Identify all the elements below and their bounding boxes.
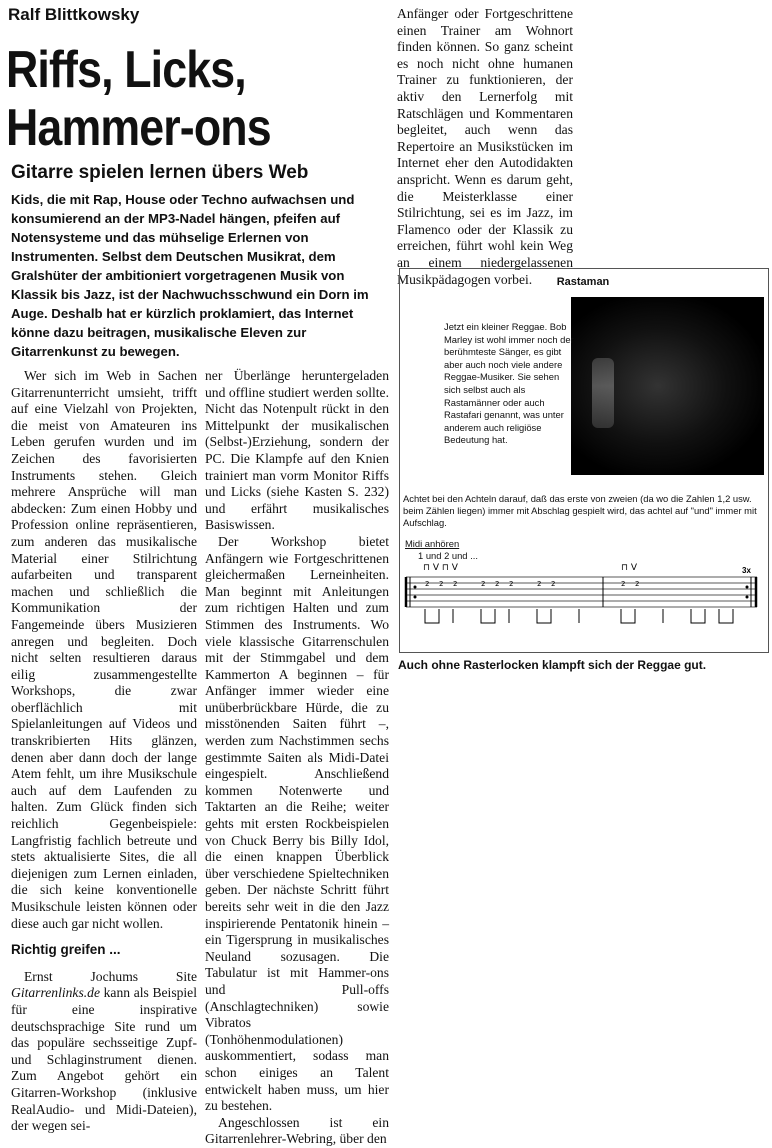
pick-direction-marks: ⊓ V ⊓ V [423, 563, 458, 573]
fret-number: 2 [635, 580, 640, 588]
column1-paragraph-2 [11, 969, 197, 1135]
photo-figure-icon [592, 358, 614, 428]
photo-caption: Jetzt ein kleiner Reggae. Bob Marley ist wohl immer noch der berühmteste Sänger, es gibt aber auch noch viele andere Reggae-Musiker. Sie sehen sich selbst auch als Rastamänner oder auch Rastafari genannt, was unter anderem auch religiöse Bedeutung hat. [444, 321, 574, 446]
counting-label: 1 und 2 und ... [418, 550, 478, 561]
fret-number: 2 [495, 580, 500, 588]
column2-paragraph-3: Angeschlossen ist ein Gitarrenlehrer-Webring, über den [205, 1114, 389, 1147]
rhythm-stems [425, 609, 733, 623]
fret-number: 2 [453, 580, 458, 588]
fret-number: 2 [425, 580, 430, 588]
pick-direction-marks: ⊓ V [621, 563, 638, 573]
headline-line-2: Hammer-ons [6, 99, 271, 157]
article-column-1 [11, 368, 197, 1135]
repeat-mark: 3x [742, 566, 751, 575]
column2-paragraph-2: Der Workshop bietet Anfängern wie Fortgeschrittenen gleichermaßen Lerneinheiten. Man beginnt mit Anleitungen zum richtigen Halten und zum Stimmen des Instruments. Wo viele klassische Gitarrenschulen mit der Stimmgabel und dem Kammerton A beginnen – für Anfänger immer wieder eine unüberbrückbare Hürde, die zu misstönenden Saiten führt –, werden zum Nachstimmen sechs gestimmte Saiten als Midi-Datei eingespielt. Anschließend kommen Notenwerte und Taktarten an die Reihe; weiter gehts mit ersten Rockbeispielen von Chuck Berry bis Billy Idol, die einen knappen Überblick über verschiedene Spieltechniken geben. Der nächste Schritt führt bereits sehr weit in die den Jazz inspirierende Pentatonik hinein – ein Tigersprung in musikalisches Neuland sozusagen. Die Tabulatur ist mit Hammer-ons und Pull-offs (Anschlagtechniken) sowie Vibratos (Tonhöhenmodulationen) auskommentiert, sodass man schon einiges an Talent entwickelt haben muss, um hier zu bestehen. [205, 533, 389, 1114]
author-name: Ralf Blittkowsky [8, 5, 140, 24]
figure-caption: Auch ohne Rasterlocken klampft sich der Reggae gut. [398, 658, 707, 672]
fret-number: 2 [537, 580, 542, 588]
headline-line-1: Riffs, Licks, [6, 41, 246, 99]
repeat-dot [746, 586, 749, 589]
midi-listen-link[interactable]: Midi anhören [405, 538, 460, 549]
lead-paragraph: Kids, die mit Rap, House oder Techno aufwachsen und konsumierend an der MP3-Nadel hängen, pfeifen auf Notensysteme und das mühselige Erlernen von Instrumenten. Selbst dem Deutschen Musikrat, dem Gralshüter der ambitioniert vorgetragenen Musik von Klassik bis Jazz, ist der Nachwuchsschwund ein Dorn im Auge. Deshalb hat er kürzlich proklamiert, das Internet könne dazu beitragen, musikalische Eleven zur Gitarrenkunst zu bewegen. [11, 192, 369, 359]
playing-instruction: Achtet bei den Achteln darauf, daß das erste von zweien (da wo die Zahlen 1,2 usw. beim Zählen liegen) immer mit Abschlag gespielt wird, das achtel auf "und" immer mit Aufschlag. [403, 493, 757, 529]
bar-lines [406, 577, 756, 607]
fret-number: 2 [481, 580, 486, 588]
paragraph-text: kann als Beispiel für eine inspirative deutschsprachige Site rund um das populäre sechsseitige Zupf- und Schlaginstrument dienen. Zum Angebot gehört ein Gitarren-Workshop (inklusive RealAudio- und Midi-Dateien), der wegen sei- [11, 985, 197, 1134]
subtitle: Gitarre spielen lernen übers Web [11, 162, 309, 183]
fret-number: 2 [439, 580, 444, 588]
repeat-dot [414, 586, 417, 589]
column1-paragraph-1: Wer sich im Web in Sachen Gitarrenunterricht umsieht, trifft auf eine Vielzahl von Projekten, die meist von Amateuren ins Leben gerufen wurden und im Zeichen des favorisierten Instruments stehen. Gleich mehrere Ansprüche will man abdecken: Zum einen Hobby und Profession online repräsentieren, zum anderen das musikalische Material einer Stilrichtung aufarbeiten und transparent machen und schließlich die Kommunikation der Fangemeinde übers Musizieren anregen und begleiten. Doch nicht selten resultieren daraus eilig zusammengestellte Workshops, die zwar oberflächlich mit Spielanleitungen auf Videos und transkribierten Hits glänzen, denen aber dann doch der lange Atem fehlt, um ihre Musikschule auch auf dem Laufenden zu halten. Zum Glück finden sich reichlich Gegenbeispiele: Langfristig fachlich betreute und stets aktualisierte Sites, die all diejenigen zum Lernen einladen, die sich keine konventionelle Musikschule leisten können oder diese auch gar nicht wollen. [11, 368, 197, 931]
site-name: Gitarrenlinks.de [11, 985, 100, 1001]
tab-fret-numbers [425, 580, 639, 588]
staff-lines [406, 577, 757, 607]
box-title: Rastaman [556, 276, 610, 288]
fret-number: 2 [551, 580, 556, 588]
article-column-3 [397, 6, 573, 288]
repeat-dot [414, 596, 417, 599]
column3-paragraph-1: Anfänger oder Fortgeschrittene einen Trainer am Wohnort finden können. So ganz scheint es noch nicht ohne humanen Trainer zu funktionieren, der aktiv den Lernerfolg mit Ratschlägen und Kommentaren begleitet, auch wenn das Repertoire an Musikstücken im Internet eher den Autodidakten anspricht. Wenn es darum geht, die Meisterklasse einer Stilrichtung, sei es im Jazz, im Flamenco oder der Klassik zu erreichen, führt wohl kein Weg an einem niedergelassenen Musikpädagogen vorbei. [397, 6, 573, 287]
fret-number: 2 [621, 580, 626, 588]
article-column-2 [205, 368, 389, 1148]
column2-paragraph-1: ner Überlänge heruntergeladen und offline studiert werden sollte. Nicht das Notenpult rückt in den Mittelpunkt der musikalischen (Selbst-)Erziehung, sondern der PC. Die Klampfe auf den Knien trainiert man vorm Monitor Riffs und Licks (siehe Kasten S. 232) und erfährt musikalisches Basiswissen. [205, 368, 389, 533]
guitar-tab-staff [403, 561, 760, 633]
fret-number: 2 [509, 580, 514, 588]
section-heading: Richtig greifen ... [11, 942, 121, 958]
repeat-dot [746, 596, 749, 599]
paragraph-text: Ernst Jochums Site [24, 968, 197, 984]
